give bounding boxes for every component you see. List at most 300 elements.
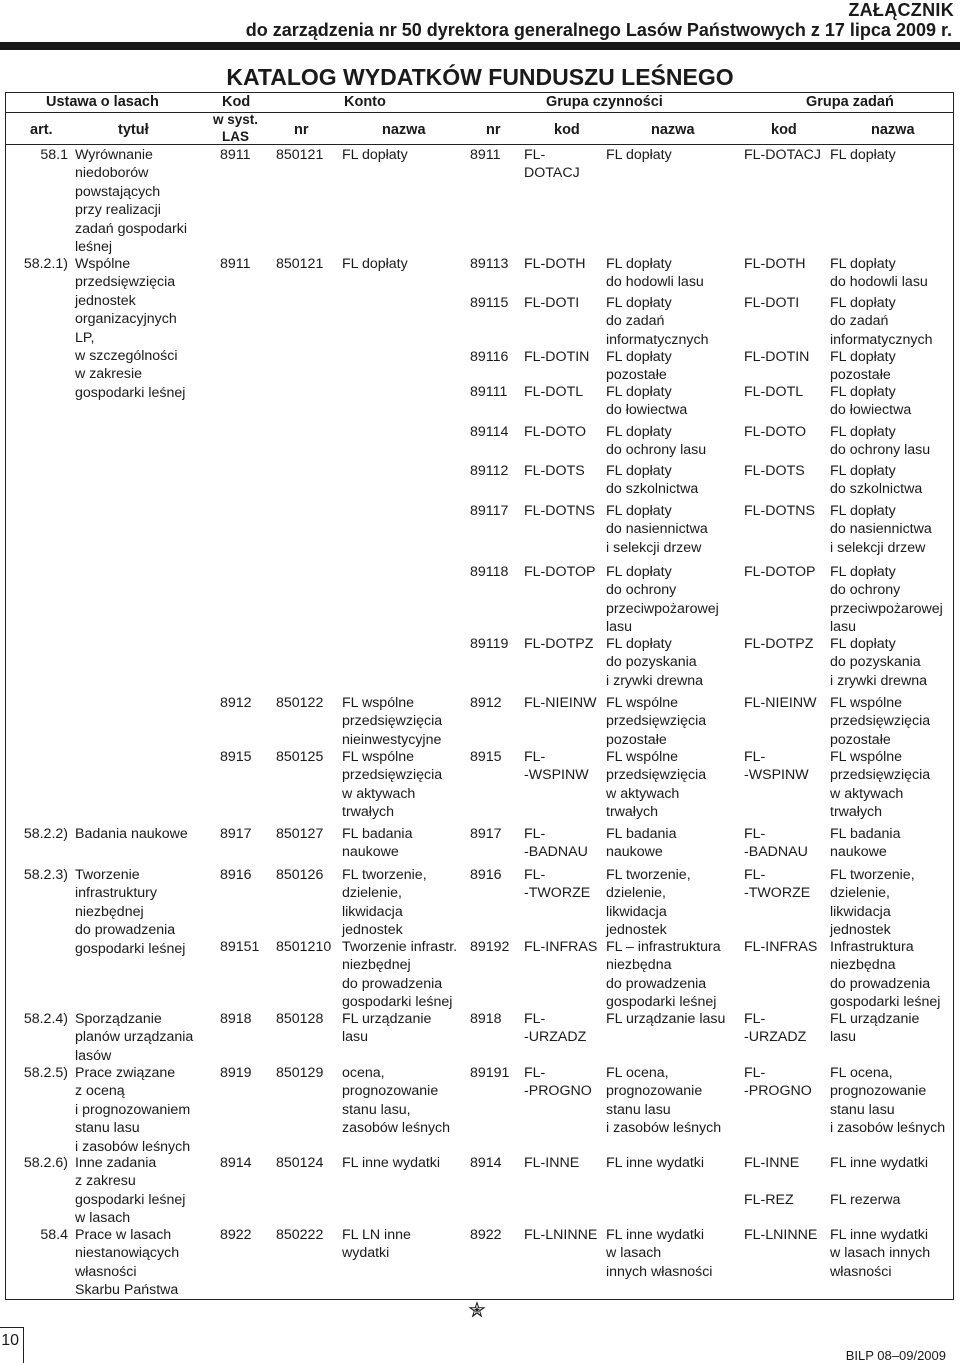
gc-nazwa-cell [606,1226,712,1281]
cell-line: gospodarki leśnej [342,994,453,1011]
gz-nazwa-cell [830,635,927,690]
cell-line: prognozowanie [830,1083,927,1100]
gc-nazwa-cell [606,294,709,349]
cell-line: FL- [524,1065,546,1081]
cell-line: 8918 [470,1011,502,1027]
cell-line: FL inne wydatki [830,1155,929,1171]
cell-line: 89115 [470,295,509,311]
cell-line: FL dopłaty [830,384,896,400]
gz-nazwa-cell [830,938,940,1012]
gc-nazwa-cell [606,502,708,557]
cell-line: naukowe [342,844,399,861]
cell-line: 8916 [220,867,252,883]
cell-line: do szkolnictwa [830,481,923,498]
cell-line: Inne zadania [75,1155,157,1171]
cell-line: FL dopłaty [830,463,896,479]
kod-las-cell [220,1010,252,1028]
gc-nr-cell [470,748,502,766]
cell-line: 8911 [220,147,251,163]
cell-line: niezbędnej [342,957,411,974]
cell-line: FL- [744,867,766,883]
cell-line: 89116 [470,349,509,365]
cell-line: własności [830,1263,892,1280]
cell-line: i zrywki drewna [830,672,927,689]
cell-line: FL-DOTH [524,256,586,272]
cell-line: FL- [524,867,546,883]
gz-kod-cell [744,563,815,581]
cell-line: Tworzenie infrastr. [342,939,458,955]
gc-nr-cell [470,146,501,164]
cell-line: FL-REZ [744,1191,794,1208]
gc-kod-cell [524,294,579,312]
cell-line: do ochrony lasu [830,442,931,459]
gc-kod-cell [524,383,583,401]
gc-kod-cell [524,825,588,862]
gc-nazwa-cell [606,694,706,749]
header-rule [0,42,960,50]
cell-line: i zasobów leśnych [830,1120,946,1137]
gz-nazwa-cell [830,383,911,420]
konto-nr-cell [276,825,323,843]
cell-line: FL rezerwa [830,1191,901,1208]
cell-line: jednostek [75,292,136,309]
cell-line: 8912 [220,695,252,711]
gz-nazwa-cell [830,694,930,749]
cell-line: i zasobów leśnych [606,1120,722,1137]
cell-line: wydatki [342,1245,390,1262]
cell-line: 850128 [276,1011,324,1027]
gz-kod-cell [744,1226,817,1244]
kod-las-cell [220,825,252,843]
cell-line: FL-DOTO [524,424,587,440]
gc-nr-cell [470,383,507,401]
cell-line: zasobów leśnych [342,1120,451,1137]
cell-line: stanu lasu [830,1101,895,1118]
konto-nazwa-cell [342,1154,440,1172]
gz-kod-cell [744,694,817,712]
gc-kod-cell [524,348,589,366]
gz-nazwa-cell [830,1226,930,1281]
cell-line: FL-LNINNE [524,1227,598,1243]
kod-las-cell [220,694,252,712]
cell-line: FL wspólne [830,749,903,765]
konto-nr-cell [276,866,323,884]
gz-kod-cell [744,748,809,785]
gz-kod-cell [744,502,815,520]
cell-line: 89118 [470,564,509,580]
col-gz-nazwa: nazwa [871,122,915,138]
cell-line: 58.2.4) [23,1011,68,1027]
cell-line: w lasach innych [830,1245,931,1262]
cell-line: -BADNAU [524,844,588,861]
gc-nr-cell [470,938,509,956]
cell-line: FL- [744,1011,766,1027]
cell-line: FL dopłaty [830,503,896,519]
cell-line: FL tworzenie, [830,867,915,883]
cell-line [830,1172,928,1190]
cell-line: do prowadzenia [75,922,176,939]
gc-kod-cell [524,255,585,273]
cell-line: i prognozowaniem [75,1101,191,1118]
header-divider [5,144,954,145]
col-gz-kod: kod [771,122,797,138]
col-grupa-zadan: Grupa zadań [806,94,894,110]
gz-kod-cell [744,294,799,312]
cell-line: pozostałe [830,731,891,748]
cell-line: FL inne wydatki [830,1227,929,1243]
gc-nr-cell [470,866,502,884]
cell-line: -TWORZE [744,885,811,902]
gz-nazwa-cell [830,866,915,940]
tytul-cell [75,1226,179,1300]
cell-line: w aktywach [830,785,904,802]
cell-line: prognozowanie [342,1083,439,1100]
cell-line: ocena, [342,1065,385,1081]
kod-las-cell [220,1226,252,1244]
cell-line: FL dopłaty [830,636,896,652]
gc-kod-cell [524,748,589,785]
cell-line: FL ocena, [606,1065,669,1081]
cell-line: w lasach [606,1245,662,1262]
cell-line: FL dopłaty [830,256,896,272]
cell-line: do prowadzenia [830,975,931,992]
cell-line: i zasobów leśnych [75,1138,191,1155]
cell-line: FL-DOTL [524,384,584,400]
cell-line: przedsięwzięcia [606,713,707,730]
cell-line: naukowe [606,844,663,861]
gz-nazwa-cell [830,1010,919,1047]
cell-line: FL urządzanie [830,1011,920,1027]
cell-line: niezbędna [830,957,896,974]
gz-kod-cell [744,938,817,956]
cell-line: 8915 [220,749,252,765]
cell-line: przedsięwzięcia [342,713,443,730]
gc-kod-cell [524,502,595,520]
cell-line: jednostek [830,922,891,939]
gc-nr-cell [470,1064,509,1082]
cell-line: niedoborów [75,165,149,182]
tytul-cell [75,825,188,843]
cell-line: FL dopłaty [830,147,896,163]
cell-line: FL- [524,826,546,842]
cell-line: zadań gospodarki [75,220,188,237]
konto-nazwa-cell [342,938,457,1012]
cell-line: stanu lasu [75,1120,140,1137]
art-cell [8,825,68,843]
kod-las-cell [220,938,259,956]
cell-line: FL – infrastruktura [606,939,721,955]
cell-line: FL-INFRAS [524,939,598,955]
gz-kod-cell [744,825,808,862]
cell-line: leśnej [75,239,113,256]
cell-line: FL wspólne [830,695,903,711]
gc-nazwa-cell [606,938,721,1012]
gc-kod-cell [524,563,595,581]
cell-line: FL-DOTPZ [744,636,814,652]
cell-line: 850124 [276,1155,324,1171]
cell-line: informatycznych [830,331,933,348]
art-cell [8,1154,68,1172]
konto-nazwa-cell [342,1064,450,1138]
cell-line: przedsięwzięcia [342,767,443,784]
gc-nazwa-cell [606,383,687,420]
cell-line: FL-DOTNS [744,503,815,519]
cell-line: FL-LNINNE [744,1227,818,1243]
cell-line: jednostek [342,922,403,939]
cell-line: pozostałe [606,731,667,748]
cell-line: -PROGNO [744,1083,812,1100]
gc-nr-cell [470,348,508,366]
footer-label: BILP 08–09/2009 [845,1348,946,1363]
cell-line: 8922 [470,1227,502,1243]
kod-las-cell [220,146,251,164]
cell-line: FL-NIEINW [524,695,597,711]
cell-line: do hodowli lasu [606,274,704,291]
cell-line: do prowadzenia [606,975,707,992]
cell-line: 8915 [470,749,502,765]
cell-line: 89191 [470,1065,510,1081]
gc-nazwa-cell [606,348,672,385]
gc-kod-cell [524,1154,579,1172]
cell-line: 58.1 [40,147,68,163]
cell-line: Badania naukowe [75,826,188,842]
gc-nazwa-cell [606,146,672,164]
cell-line: 58.2.6) [23,1155,68,1171]
cell-line: lasu [830,1029,857,1046]
konto-nr-cell [276,255,323,273]
cell-line: 89114 [470,424,509,440]
col-tytul: tytuł [118,122,149,138]
cell-line: do ochrony [830,582,901,599]
cell-line: FL dopłaty [606,349,672,365]
col-konto-nr: nr [294,122,309,138]
cell-line: 850125 [276,749,324,765]
cell-line: 8919 [220,1065,252,1081]
cell-line: FL-NIEINW [744,695,817,711]
tytul-cell [75,255,185,402]
gz-nazwa-cell [830,748,930,822]
gz-kod-cell [744,1154,799,1209]
gc-nazwa-cell [606,748,706,822]
konto-nazwa-cell [342,255,408,273]
cell-line: gospodarki leśnej [75,1191,186,1208]
cell-line: FL-DOTOP [744,564,816,580]
cell-line: i zrywki drewna [606,672,703,689]
cell-line: Wspólne [75,256,131,272]
cell-line: FL- [524,749,546,765]
cell-line: FL dopłaty [606,147,672,163]
cell-line: FL LN inne [342,1227,411,1243]
gc-nr-cell [470,423,508,441]
cell-line: -BADNAU [744,844,808,861]
cell-line: własności [75,1263,137,1280]
cell-line: FL dopłaty [606,295,672,311]
gc-kod-cell [524,1064,592,1101]
cell-line: w szczególności [75,348,178,365]
konto-nazwa-cell [342,1226,411,1263]
cell-line: 850129 [276,1065,324,1081]
cell-line: FL wspólne [606,749,679,765]
cell-line: FL inne wydatki [606,1227,705,1243]
gz-kod-cell [744,348,809,366]
gc-nazwa-cell [606,423,706,460]
cell-line: prognozowanie [606,1083,703,1100]
cell-line: infrastruktury [75,885,157,902]
cell-line: 89117 [470,503,509,519]
gz-nazwa-cell [830,348,896,385]
cell-line: do łowiectwa [830,402,912,419]
cell-line: Wyrównanie [75,147,153,163]
cell-line: FL-DOTNS [524,503,595,519]
cell-line: 8912 [470,695,502,711]
gc-kod-cell [524,462,585,480]
kod-las-cell [220,748,252,766]
gz-kod-cell [744,866,810,903]
cell-line: FL- [744,1065,766,1081]
cell-line: FL- [744,826,766,842]
art-cell [8,1010,68,1028]
cell-line: DOTACJ [524,165,580,182]
tytul-cell [75,866,185,958]
cell-line: trwałych [606,804,659,821]
cell-line: do szkolnictwa [606,481,699,498]
cell-line: w aktywach [606,785,680,802]
cell-line: FL ocena, [830,1065,893,1081]
cell-line: FL urządzanie [342,1011,432,1027]
cell-line: do nasiennictwa [606,521,708,538]
cell-line: niezbędna [606,957,672,974]
cell-line: informatycznych [606,331,709,348]
gz-kod-cell [744,1064,812,1101]
page-number: 10 [0,1327,24,1363]
konto-nr-cell [276,938,331,956]
col-kod: Kod [222,94,251,110]
cell-line: FL dopłaty [606,424,672,440]
cell-line: przedsięwzięcia [830,767,931,784]
cell-line: innych własności [606,1263,713,1280]
cell-line: FL-DOTH [744,256,806,272]
gc-nr-cell [470,563,508,581]
cell-line: 89113 [470,256,509,272]
cell-line: dzielenie, [342,885,402,902]
cell-line: niezbędnej [75,903,144,920]
cell-line: 58.2.2) [23,826,68,842]
cell-line: do ochrony lasu [606,442,707,459]
cell-line: z zakresu [75,1173,136,1190]
cell-line: FL-DOTOP [524,564,596,580]
cell-line: przeciwpożarowej [606,600,719,617]
cell-line: Infrastruktura [830,939,914,955]
cell-line: Prace związane [75,1065,176,1081]
gz-kod-cell [744,255,805,273]
cell-line: FL dopłaty [606,256,672,272]
kod-las-cell [220,866,252,884]
cell-line: FL badania [830,826,901,842]
gc-nr-cell [470,635,508,653]
star-ornament-icon [468,1301,486,1319]
cell-line: Sporządzanie [75,1011,162,1027]
cell-line: nieinwestycyjne [342,731,442,748]
cell-line: do łowiectwa [606,402,688,419]
kod-las-cell [220,255,251,273]
cell-line: gospodarki leśnej [606,994,717,1011]
cell-line: do ochrony [606,582,677,599]
cell-line: -URZADZ [524,1029,587,1046]
cell-line: FL-DOTI [744,295,800,311]
gc-kod-cell [524,866,590,903]
konto-nazwa-cell [342,748,442,822]
gc-nazwa-cell [606,1064,721,1138]
gc-nr-cell [470,255,508,273]
cell-line: FL dopłaty [606,564,672,580]
attachment-subtitle: do zarządzenia nr 50 dyrektora generalnego Lasów Państwowych z 17 lipca 2009 r. [245,20,952,40]
cell-line: 89151 [220,939,260,955]
konto-nazwa-cell [342,694,442,749]
gz-nazwa-cell [830,255,928,292]
konto-nr-cell [276,748,323,766]
cell-line: FL wspólne [342,749,415,765]
cell-line: -URZADZ [744,1029,807,1046]
cell-line: do zadań [830,313,889,330]
cell-line: i selekcji drzew [830,539,926,556]
cell-line: przedsięwzięcia [830,713,931,730]
cell-line: FL wspólne [606,695,679,711]
cell-line: powstających [75,183,161,200]
col-konto-nazwa: nazwa [382,122,426,138]
cell-line: FL dopłaty [606,503,672,519]
cell-line: Tworzenie [75,867,140,883]
cell-line: 8914 [470,1155,502,1171]
gc-nazwa-cell [606,866,691,940]
gc-kod-cell [524,1226,597,1244]
cell-line: dzielenie, [830,885,890,902]
cell-line: lasu [606,619,633,636]
cell-line: jednostek [606,922,667,939]
cell-line: gospodarki leśnej [830,994,941,1011]
gz-nazwa-cell [830,423,930,460]
cell-line: stanu lasu, [342,1101,411,1118]
cell-line: 8914 [220,1155,252,1171]
cell-line: trwałych [342,804,395,821]
cell-line: lasów [75,1047,112,1064]
cell-line: przedsięwzięcia [606,767,707,784]
gc-nazwa-cell [606,1010,725,1028]
attachment-label: ZAŁĄCZNIK [848,0,954,20]
cell-line: 8918 [220,1011,252,1027]
cell-line: 8911 [470,147,501,163]
gc-nazwa-cell [606,825,676,862]
cell-line: FL- [744,749,766,765]
col-kod-syst: w syst. [213,112,259,127]
cell-line: FL dopłaty [830,564,896,580]
gc-nr-cell [470,294,508,312]
cell-line: -WSPINW [524,767,589,784]
gc-kod-cell [524,423,586,441]
konto-nr-cell [276,694,323,712]
cell-line: FL- [524,147,546,163]
cell-line: FL- [524,1011,546,1027]
cell-line: FL-INNE [524,1155,580,1171]
gc-nr-cell [470,462,508,480]
gc-nr-cell [470,1010,502,1028]
cell-line: do nasiennictwa [830,521,932,538]
gc-nazwa-cell [606,1154,704,1172]
tytul-cell [75,146,187,256]
tytul-cell [75,1154,185,1228]
cell-line: 850121 [276,147,324,163]
col-gc-kod: kod [554,122,580,138]
cell-line: -WSPINW [744,767,809,784]
